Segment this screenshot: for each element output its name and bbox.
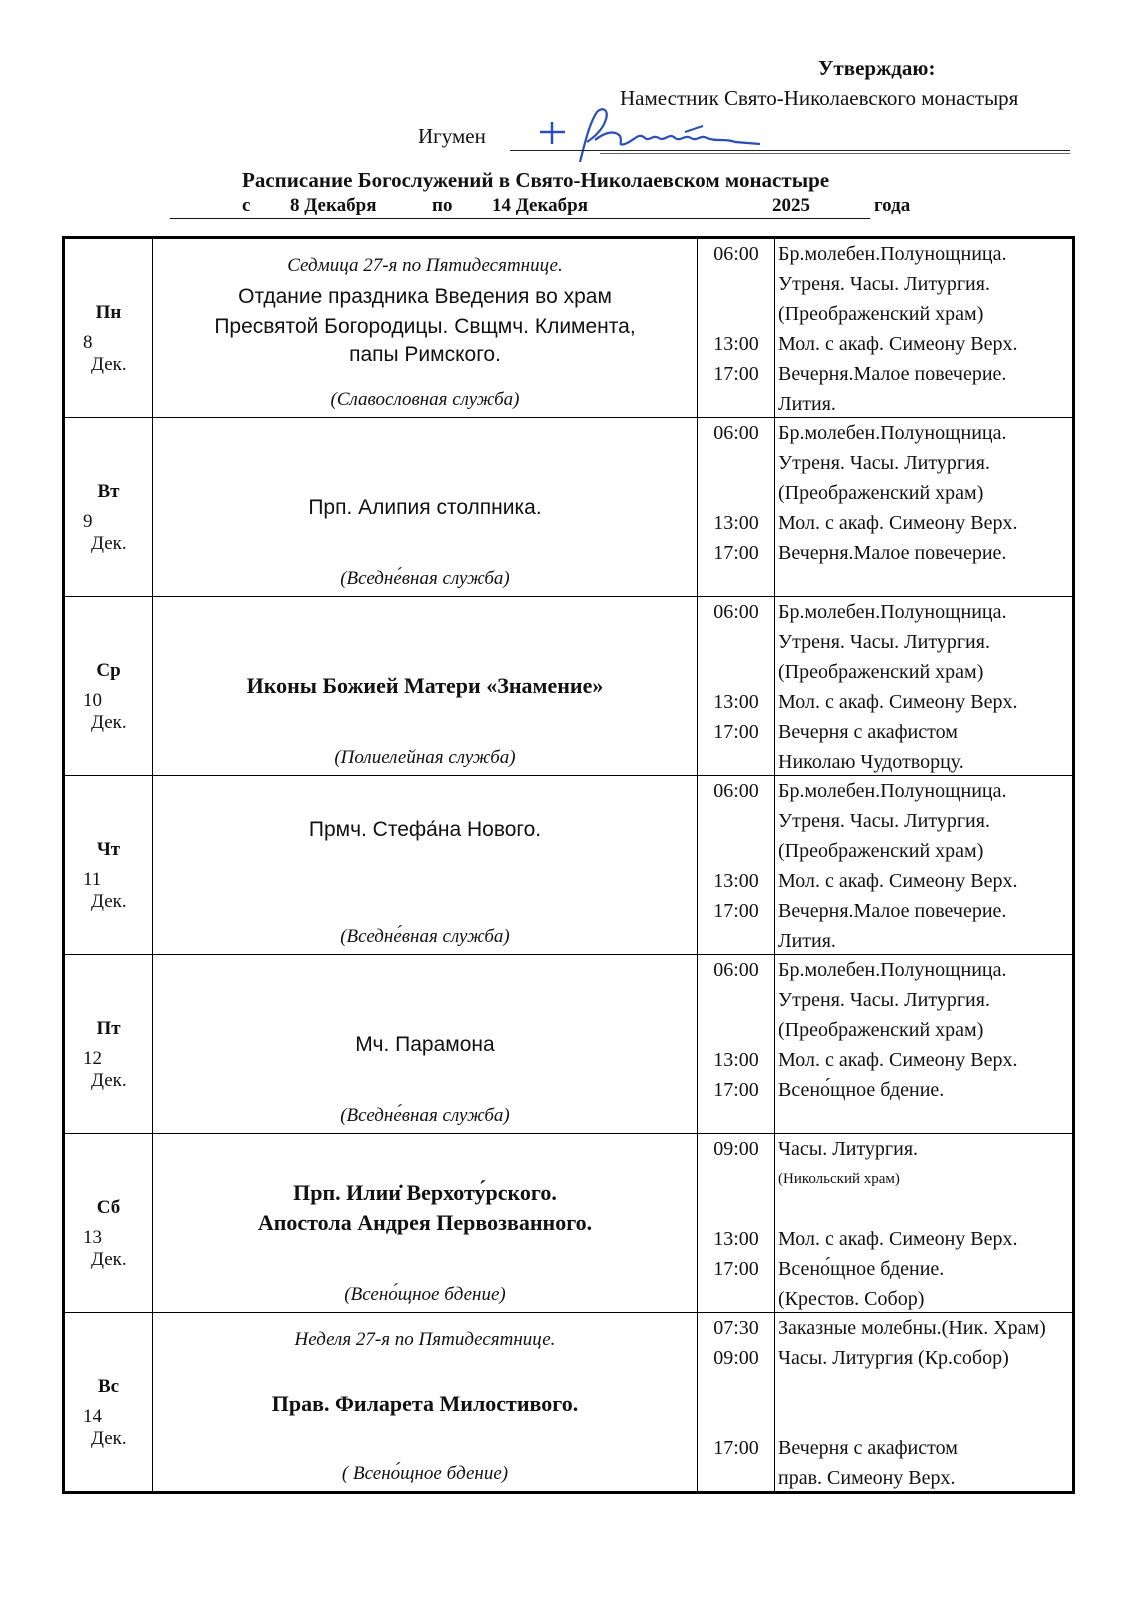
feast-title: Прп. Илии̇ Верхоту́рского.: [293, 1180, 557, 1205]
service-item: прав. Симеону Верх.: [778, 1467, 956, 1489]
service-type: ( Всено́щное бдение): [341, 1463, 509, 1484]
service-time: 17:00: [713, 1079, 759, 1101]
time-cell: [698, 1313, 775, 1493]
service-item: Всено́щное бдение.: [778, 1079, 945, 1101]
service-item: (Преображенский храм): [778, 303, 984, 325]
date-month: Дек.: [91, 1249, 127, 1270]
service-time: [698, 657, 774, 687]
service-time: 07:30: [713, 1317, 759, 1339]
feast-week-note: Седмица 27-я по Пятидесятнице.: [287, 255, 563, 276]
day-date: [83, 869, 152, 913]
date-month: Дек.: [91, 533, 127, 554]
feast-cell: [153, 238, 698, 418]
service-time: [698, 1015, 774, 1045]
service-type: (Полиелейная служба): [334, 747, 516, 768]
feast-title: Прп. Алипия столпника.: [308, 496, 542, 519]
schedule-title: Расписание Богослужений в Свято-Николаевском монастыре: [242, 168, 830, 192]
service-time: 13:00: [713, 691, 759, 713]
day-date: [83, 1406, 152, 1450]
services-cell: [775, 955, 1074, 1134]
service-time: [698, 478, 774, 508]
service-item: [778, 1194, 1072, 1224]
service-item: Бр.молебен.Полунощница.: [778, 959, 1007, 981]
feast-title: Мч. Парамона: [355, 1033, 495, 1056]
service-time: [698, 389, 774, 419]
service-time: 13:00: [713, 870, 759, 892]
day-of-week: Сб: [96, 1197, 121, 1218]
service-time: 09:00: [713, 1347, 759, 1369]
feast-week-note: Неделя 27-я по Пятидесятнице.: [294, 1329, 556, 1350]
date-month: Дек.: [91, 354, 127, 375]
feast-title: папы Римского.: [349, 343, 501, 366]
day-cell: [64, 1134, 153, 1313]
schedule-row: [64, 1313, 1074, 1493]
services-cell: [775, 776, 1074, 955]
service-item: Бр.молебен.Полунощница.: [778, 601, 1007, 623]
service-time: 13:00: [713, 1049, 759, 1071]
service-item: Мол. с акаф. Симеону Верх.: [778, 333, 1018, 355]
service-time: 17:00: [713, 900, 759, 922]
service-type: (Славословная служба): [330, 389, 520, 410]
feast-title: Прав. Филарета Милостивого.: [271, 1391, 579, 1416]
date-number: 9: [83, 511, 93, 532]
date-number: 14: [83, 1406, 102, 1427]
signature-line: [510, 150, 1070, 151]
service-item: [778, 568, 1072, 598]
service-time: [698, 1164, 774, 1194]
service-item: Вечерня с акафистом: [778, 1437, 958, 1459]
year-label: года: [874, 195, 911, 216]
feast-title: Пресвятой Богородицы. Свщмч. Климента,: [214, 315, 636, 338]
service-time: 06:00: [713, 422, 759, 444]
schedule-table: [62, 236, 1075, 1494]
day-cell: [64, 1313, 153, 1493]
schedule-row: [64, 776, 1074, 955]
service-item: [778, 1105, 1072, 1135]
time-cell: [698, 597, 775, 776]
date-month: Дек.: [91, 712, 127, 733]
day-date: [83, 1227, 152, 1271]
period-to: 14 Декабря: [492, 195, 588, 216]
services-cell: [775, 597, 1074, 776]
service-time: [698, 985, 774, 1015]
service-time: 06:00: [713, 959, 759, 981]
signature-image: [535, 102, 765, 172]
service-time: [698, 568, 774, 598]
service-item: (Никольский храм): [778, 1171, 900, 1187]
day-date: [83, 332, 152, 376]
service-time: 17:00: [713, 1258, 759, 1280]
service-item: Мол. с акаф. Симеону Верх.: [778, 870, 1018, 892]
feast-title: Отдание праздника Введения во храм: [238, 285, 612, 308]
service-item: Бр.молебен.Полунощница.: [778, 422, 1007, 444]
services-cell: [775, 238, 1074, 418]
service-time: [698, 1403, 774, 1433]
feast-cell: [153, 1313, 698, 1493]
services-cell: [775, 1134, 1074, 1313]
time-cell: [698, 776, 775, 955]
day-of-week: Пн: [95, 302, 122, 323]
period-from-label: с: [242, 195, 251, 216]
service-item: [778, 1373, 1072, 1403]
service-item: Всено́щное бдение.: [778, 1258, 945, 1280]
date-number: 10: [83, 690, 102, 711]
day-date: [83, 1048, 152, 1092]
date-month: Дек.: [91, 891, 127, 912]
feast-title: Иконы Божией Матери «Знамение»: [246, 673, 604, 698]
feast-cell: [153, 1134, 698, 1313]
schedule-row: [64, 955, 1074, 1134]
approve-title: Утверждаю:: [818, 56, 936, 80]
day-of-week: Ср: [96, 660, 121, 681]
date-number: 8: [83, 332, 93, 353]
service-time: [698, 806, 774, 836]
service-item: Заказные молебны.(Ник. Храм): [778, 1317, 1046, 1339]
day-cell: [64, 418, 153, 597]
period-year: 2025: [772, 195, 810, 216]
service-item: Мол. с акаф. Симеону Верх.: [778, 691, 1018, 713]
day-cell: [64, 776, 153, 955]
service-time: 09:00: [713, 1138, 759, 1160]
service-time: [698, 627, 774, 657]
service-item: Николаю Чудотворцу.: [778, 751, 964, 773]
period-from: 8 Декабря: [290, 195, 377, 216]
service-type: (Всено́щное бдение): [344, 1284, 506, 1305]
services-cell: [775, 1313, 1074, 1493]
day-of-week: Вс: [97, 1376, 120, 1397]
service-time: [698, 836, 774, 866]
period-to-label: по: [432, 195, 453, 216]
service-time: [698, 1463, 774, 1493]
service-item: Вечерня.Малое повечерие.: [778, 900, 1007, 922]
service-item: (Преображенский храм): [778, 482, 984, 504]
service-time: [698, 747, 774, 777]
service-time: 13:00: [713, 512, 759, 534]
service-item: Бр.молебен.Полунощница.: [778, 243, 1007, 265]
service-item: Вечерня с акафистом: [778, 721, 958, 743]
time-cell: [698, 418, 775, 597]
feast-title: Прмч. Стефа́на Нового.: [308, 818, 542, 841]
date-month: Дек.: [91, 1428, 127, 1449]
schedule-row: [64, 597, 1074, 776]
day-of-week: Пт: [96, 1018, 121, 1039]
service-item: Часы. Литургия.: [778, 1138, 919, 1160]
date-month: Дек.: [91, 1070, 127, 1091]
service-item: (Преображенский храм): [778, 661, 984, 683]
service-item: Мол. с акаф. Симеону Верх.: [778, 1228, 1018, 1250]
service-item: Утреня. Часы. Литургия.: [778, 273, 990, 295]
service-item: Лития.: [778, 393, 836, 415]
service-time: 06:00: [713, 243, 759, 265]
services-cell: [775, 418, 1074, 597]
service-item: Утреня. Часы. Литургия.: [778, 810, 990, 832]
hegumen-label: Игумен: [418, 124, 486, 148]
day-date: [83, 690, 152, 734]
service-time: 06:00: [713, 601, 759, 623]
service-item: (Преображенский храм): [778, 1019, 984, 1041]
service-time: [698, 448, 774, 478]
service-item: Утреня. Часы. Литургия.: [778, 452, 990, 474]
day-cell: [64, 238, 153, 418]
service-item: (Крестов. Собор): [778, 1288, 925, 1310]
service-item: Вечерня.Малое повечерие.: [778, 363, 1007, 385]
day-cell: [64, 597, 153, 776]
date-number: 11: [83, 869, 102, 890]
feast-cell: [153, 597, 698, 776]
service-item: Вечерня.Малое повечерие.: [778, 542, 1007, 564]
day-cell: [64, 955, 153, 1134]
schedule-row: [64, 418, 1074, 597]
service-item: Мол. с акаф. Симеону Верх.: [778, 512, 1018, 534]
service-item: Утреня. Часы. Литургия.: [778, 989, 990, 1011]
service-time: 17:00: [713, 363, 759, 385]
service-type: (Вседне́вная служба): [340, 926, 510, 947]
service-time: 13:00: [713, 333, 759, 355]
service-time: [698, 926, 774, 956]
time-cell: [698, 955, 775, 1134]
date-number: 13: [83, 1227, 102, 1248]
schedule-row: [64, 1134, 1074, 1313]
service-time: 17:00: [713, 1437, 759, 1459]
date-number: 12: [83, 1048, 102, 1069]
approve-role: Наместник Свято-Николаевского монастыря: [620, 86, 1019, 110]
service-item: Лития.: [778, 930, 836, 952]
service-time: 17:00: [713, 721, 759, 743]
service-time: [698, 1194, 774, 1224]
day-date: [83, 511, 152, 555]
time-cell: [698, 238, 775, 418]
day-of-week: Чт: [96, 839, 121, 860]
schedule-row: [64, 238, 1074, 418]
time-cell: [698, 1134, 775, 1313]
service-item: Часы. Литургия (Кр.собор): [778, 1347, 1009, 1369]
service-type: (Вседне́вная служба): [340, 1105, 510, 1126]
feast-cell: [153, 776, 698, 955]
feast-title: Апостола Андрея Первозванного.: [257, 1210, 593, 1235]
service-time: [698, 269, 774, 299]
service-type: (Вседне́вная служба): [340, 568, 510, 589]
service-item: Бр.молебен.Полунощница.: [778, 780, 1007, 802]
feast-cell: [153, 418, 698, 597]
service-time: 13:00: [713, 1228, 759, 1250]
service-time: [698, 1284, 774, 1314]
service-time: 06:00: [713, 780, 759, 802]
service-item: Мол. с акаф. Симеону Верх.: [778, 1049, 1018, 1071]
schedule-period: [170, 194, 870, 219]
feast-cell: [153, 955, 698, 1134]
service-time: [698, 1373, 774, 1403]
service-item: Утреня. Часы. Литургия.: [778, 631, 990, 653]
service-time: [698, 1105, 774, 1135]
service-time: 17:00: [713, 542, 759, 564]
service-item: [778, 1403, 1072, 1433]
service-item: (Преображенский храм): [778, 840, 984, 862]
service-time: [698, 299, 774, 329]
signature-line-secondary: [600, 153, 1070, 154]
day-of-week: Вт: [97, 481, 120, 502]
